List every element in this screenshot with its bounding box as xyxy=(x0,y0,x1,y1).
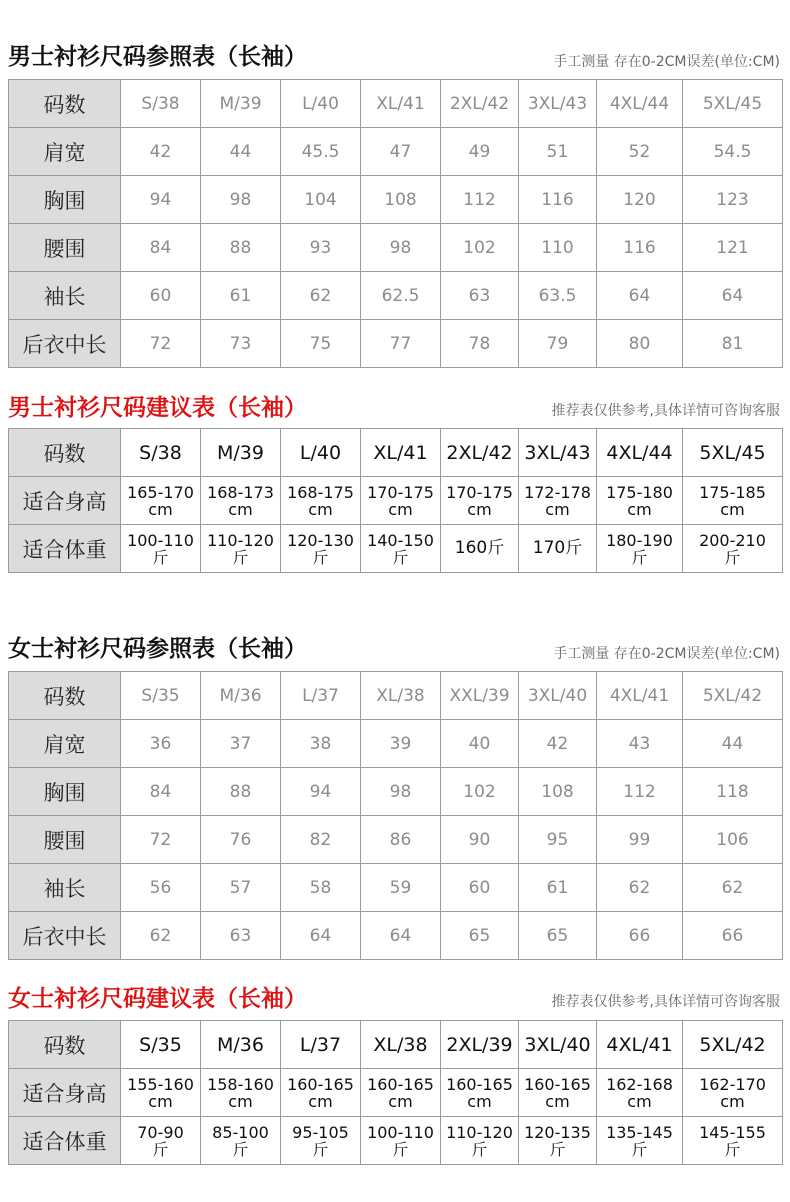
cell-unit: cm xyxy=(308,1091,333,1111)
row-label: 适合身高 xyxy=(9,1069,121,1117)
table-cell: 66 xyxy=(597,912,683,960)
cell-value: 100-110 xyxy=(127,530,194,550)
row-label: 胸围 xyxy=(9,176,121,224)
table-cell: 80 xyxy=(597,320,683,368)
mens-reference-title: 男士衬衫尺码参照表（长袖） xyxy=(8,44,307,70)
table-cell: 118 xyxy=(683,768,783,816)
table-cell: 64 xyxy=(281,912,361,960)
table-cell: 62.5 xyxy=(361,272,441,320)
cell-value: 170-175 xyxy=(446,482,513,502)
table-cell xyxy=(683,1117,783,1165)
mens-suggestion-title: 男士衬衫尺码建议表（长袖） xyxy=(8,395,307,421)
cell-value: 200-210 xyxy=(699,530,766,550)
table-row xyxy=(9,525,783,573)
cell-unit: 斤 xyxy=(232,547,249,567)
table-cell xyxy=(597,1069,683,1117)
table-cell xyxy=(441,1069,519,1117)
table-cell xyxy=(361,525,441,573)
size-cell: XL/41 xyxy=(361,429,441,477)
table-cell: 40 xyxy=(441,720,519,768)
table-cell xyxy=(201,525,281,573)
table-cell: 51 xyxy=(519,128,597,176)
size-cell: 2XL/42 xyxy=(441,80,519,128)
cell-value: 85-100 xyxy=(212,1122,269,1142)
row-label: 肩宽 xyxy=(9,720,121,768)
row-label: 码数 xyxy=(9,80,121,128)
table-cell: 59 xyxy=(361,864,441,912)
table-cell: 98 xyxy=(201,176,281,224)
womens-suggestion-note: 推荐表仅供参考,具体详情可咨询客服 xyxy=(551,994,780,1010)
cell-unit: 斤 xyxy=(232,1139,249,1159)
table-cell: 61 xyxy=(201,272,281,320)
table-cell: 37 xyxy=(201,720,281,768)
size-cell: L/40 xyxy=(281,429,361,477)
table-cell: 76 xyxy=(201,816,281,864)
cell-value: 160-165 xyxy=(446,1074,513,1094)
table-cell: 63 xyxy=(441,272,519,320)
table-cell: 106 xyxy=(683,816,783,864)
mens-suggestion-table xyxy=(8,428,783,573)
table-row xyxy=(9,320,783,368)
row-label: 肩宽 xyxy=(9,128,121,176)
cell-value: 175-180 xyxy=(606,482,673,502)
table-cell xyxy=(597,477,683,525)
table-cell xyxy=(361,1117,441,1165)
table-cell: 94 xyxy=(281,768,361,816)
cell-unit: cm xyxy=(467,1091,492,1111)
table-cell xyxy=(201,477,281,525)
mens-suggestion-note: 推荐表仅供参考,具体详情可咨询客服 xyxy=(551,403,780,419)
table-cell: 65 xyxy=(441,912,519,960)
cell-unit: cm xyxy=(720,1091,745,1111)
size-cell: XXL/39 xyxy=(441,672,519,720)
table-cell: 63.5 xyxy=(519,272,597,320)
cell-unit: cm xyxy=(627,1091,652,1111)
size-header-row xyxy=(9,429,783,477)
mens-reference-note: 手工测量 存在0-2CM误差(单位:CM) xyxy=(553,54,780,70)
table-row xyxy=(9,128,783,176)
row-label: 后衣中长 xyxy=(9,912,121,960)
size-cell: 5XL/42 xyxy=(683,1021,783,1069)
cell-unit: cm xyxy=(388,499,413,519)
table-cell: 98 xyxy=(361,768,441,816)
size-cell: S/35 xyxy=(121,1021,201,1069)
table-cell xyxy=(281,1069,361,1117)
cell-value: 162-168 xyxy=(606,1074,673,1094)
table-cell: 58 xyxy=(281,864,361,912)
size-cell: M/36 xyxy=(201,672,281,720)
table-cell: 88 xyxy=(201,224,281,272)
table-cell: 93 xyxy=(281,224,361,272)
table-cell xyxy=(441,477,519,525)
cell-value: 168-175 xyxy=(287,482,354,502)
table-cell: 56 xyxy=(121,864,201,912)
row-label: 码数 xyxy=(9,672,121,720)
size-header-row xyxy=(9,672,783,720)
size-cell: 4XL/41 xyxy=(597,1021,683,1069)
table-cell xyxy=(121,1069,201,1117)
table-cell: 57 xyxy=(201,864,281,912)
table-cell: 73 xyxy=(201,320,281,368)
size-cell: 3XL/43 xyxy=(519,429,597,477)
table-cell: 62 xyxy=(597,864,683,912)
cell-value: 158-160 xyxy=(207,1074,274,1094)
size-cell: 5XL/42 xyxy=(683,672,783,720)
row-label: 适合体重 xyxy=(9,525,121,573)
table-row xyxy=(9,816,783,864)
table-cell xyxy=(519,1069,597,1117)
size-cell: L/37 xyxy=(281,672,361,720)
table-cell xyxy=(683,525,783,573)
cell-value: 120-135 xyxy=(524,1122,591,1142)
table-cell: 42 xyxy=(519,720,597,768)
table-cell: 78 xyxy=(441,320,519,368)
table-cell: 60 xyxy=(121,272,201,320)
size-header-row xyxy=(9,80,783,128)
table-cell: 64 xyxy=(683,272,783,320)
table-cell xyxy=(201,1069,281,1117)
row-label: 后衣中长 xyxy=(9,320,121,368)
cell-unit: 斤 xyxy=(631,1139,648,1159)
cell-unit: cm xyxy=(720,499,745,519)
table-cell: 47 xyxy=(361,128,441,176)
table-row xyxy=(9,477,783,525)
size-cell: M/39 xyxy=(201,80,281,128)
table-row xyxy=(9,768,783,816)
cell-value: 100-110 xyxy=(367,1122,434,1142)
table-cell: 62 xyxy=(121,912,201,960)
table-cell: 75 xyxy=(281,320,361,368)
table-cell xyxy=(121,477,201,525)
size-cell: 4XL/44 xyxy=(597,429,683,477)
table-cell xyxy=(519,477,597,525)
table-cell: 39 xyxy=(361,720,441,768)
table-cell: 108 xyxy=(519,768,597,816)
size-cell: XL/41 xyxy=(361,80,441,128)
table-cell: 95 xyxy=(519,816,597,864)
cell-unit: 斤 xyxy=(549,1139,566,1159)
table-cell: 64 xyxy=(361,912,441,960)
size-cell: 2XL/39 xyxy=(441,1021,519,1069)
cell-unit: cm xyxy=(467,499,492,519)
table-cell: 61 xyxy=(519,864,597,912)
row-label: 腰围 xyxy=(9,224,121,272)
table-cell: 36 xyxy=(121,720,201,768)
table-cell xyxy=(121,525,201,573)
table-cell: 84 xyxy=(121,768,201,816)
size-cell: 3XL/40 xyxy=(519,672,597,720)
cell-value: 95-105 xyxy=(292,1122,349,1142)
table-cell xyxy=(281,525,361,573)
cell-value: 170斤 xyxy=(532,538,583,558)
cell-value: 110-120 xyxy=(446,1122,513,1142)
table-cell: 121 xyxy=(683,224,783,272)
table-cell: 63 xyxy=(201,912,281,960)
cell-unit: cm xyxy=(308,499,333,519)
cell-value: 175-185 xyxy=(699,482,766,502)
table-cell: 43 xyxy=(597,720,683,768)
cell-value: 160斤 xyxy=(454,538,505,558)
size-cell: 3XL/40 xyxy=(519,1021,597,1069)
womens-reference-table xyxy=(8,671,783,960)
table-cell: 116 xyxy=(597,224,683,272)
table-cell: 66 xyxy=(683,912,783,960)
table-cell: 79 xyxy=(519,320,597,368)
table-cell xyxy=(683,1069,783,1117)
table-cell: 52 xyxy=(597,128,683,176)
size-cell: L/37 xyxy=(281,1021,361,1069)
cell-unit: 斤 xyxy=(152,547,169,567)
cell-value: 160-165 xyxy=(524,1074,591,1094)
cell-value: 120-130 xyxy=(287,530,354,550)
cell-unit: cm xyxy=(228,1091,253,1111)
table-cell: 44 xyxy=(683,720,783,768)
cell-value: 172-178 xyxy=(524,482,591,502)
table-cell: 60 xyxy=(441,864,519,912)
table-cell: 120 xyxy=(597,176,683,224)
cell-unit: 斤 xyxy=(392,547,409,567)
table-cell: 88 xyxy=(201,768,281,816)
cell-value: 155-160 xyxy=(127,1074,194,1094)
table-row xyxy=(9,1069,783,1117)
table-row xyxy=(9,176,783,224)
size-cell: 3XL/43 xyxy=(519,80,597,128)
size-cell: 5XL/45 xyxy=(683,80,783,128)
cell-value: 180-190 xyxy=(606,530,673,550)
table-cell xyxy=(597,525,683,573)
cell-value: 135-145 xyxy=(606,1122,673,1142)
mens-reference-table xyxy=(8,79,783,368)
row-label: 适合体重 xyxy=(9,1117,121,1165)
womens-suggestion-title: 女士衬衫尺码建议表（长袖） xyxy=(8,986,307,1012)
row-label: 适合身高 xyxy=(9,477,121,525)
cell-value: 140-150 xyxy=(367,530,434,550)
cell-value: 110-120 xyxy=(207,530,274,550)
table-cell: 62 xyxy=(281,272,361,320)
row-label: 码数 xyxy=(9,429,121,477)
table-cell: 82 xyxy=(281,816,361,864)
table-cell: 102 xyxy=(441,224,519,272)
cell-unit: 斤 xyxy=(392,1139,409,1159)
cell-unit: 斤 xyxy=(724,1139,741,1159)
cell-value: 168-173 xyxy=(207,482,274,502)
table-cell: 108 xyxy=(361,176,441,224)
cell-unit: cm xyxy=(627,499,652,519)
table-cell: 86 xyxy=(361,816,441,864)
table-cell: 90 xyxy=(441,816,519,864)
row-label: 袖长 xyxy=(9,864,121,912)
table-cell xyxy=(519,525,597,573)
table-cell: 112 xyxy=(597,768,683,816)
table-cell: 54.5 xyxy=(683,128,783,176)
table-cell xyxy=(121,1117,201,1165)
size-cell: M/36 xyxy=(201,1021,281,1069)
cell-value: 170-175 xyxy=(367,482,434,502)
size-cell: S/38 xyxy=(121,429,201,477)
table-row xyxy=(9,912,783,960)
table-cell: 44 xyxy=(201,128,281,176)
table-cell: 104 xyxy=(281,176,361,224)
cell-value: 160-165 xyxy=(367,1074,434,1094)
size-cell: L/40 xyxy=(281,80,361,128)
womens-reference-note: 手工测量 存在0-2CM误差(单位:CM) xyxy=(553,646,780,662)
table-cell xyxy=(683,477,783,525)
table-cell: 112 xyxy=(441,176,519,224)
table-cell: 49 xyxy=(441,128,519,176)
table-cell xyxy=(597,1117,683,1165)
table-cell xyxy=(361,477,441,525)
cell-unit: cm xyxy=(148,1091,173,1111)
table-row xyxy=(9,864,783,912)
cell-value: 160-165 xyxy=(287,1074,354,1094)
table-cell: 72 xyxy=(121,320,201,368)
cell-unit: 斤 xyxy=(631,547,648,567)
cell-value: 145-155 xyxy=(699,1122,766,1142)
size-cell: 5XL/45 xyxy=(683,429,783,477)
table-cell: 65 xyxy=(519,912,597,960)
size-cell: S/35 xyxy=(121,672,201,720)
table-row xyxy=(9,720,783,768)
table-cell: 64 xyxy=(597,272,683,320)
cell-unit: cm xyxy=(148,499,173,519)
cell-unit: 斤 xyxy=(471,1139,488,1159)
table-cell: 42 xyxy=(121,128,201,176)
size-cell: 4XL/41 xyxy=(597,672,683,720)
table-row xyxy=(9,1117,783,1165)
table-cell xyxy=(281,477,361,525)
table-cell: 72 xyxy=(121,816,201,864)
table-row xyxy=(9,272,783,320)
table-cell: 81 xyxy=(683,320,783,368)
table-cell xyxy=(281,1117,361,1165)
row-label: 袖长 xyxy=(9,272,121,320)
size-cell: XL/38 xyxy=(361,672,441,720)
size-cell: XL/38 xyxy=(361,1021,441,1069)
cell-unit: cm xyxy=(545,1091,570,1111)
row-label: 腰围 xyxy=(9,816,121,864)
table-cell: 110 xyxy=(519,224,597,272)
cell-unit: 斤 xyxy=(312,1139,329,1159)
table-cell: 38 xyxy=(281,720,361,768)
cell-unit: 斤 xyxy=(312,547,329,567)
cell-value: 165-170 xyxy=(127,482,194,502)
womens-reference-title: 女士衬衫尺码参照表（长袖） xyxy=(8,636,307,662)
table-cell: 94 xyxy=(121,176,201,224)
table-cell xyxy=(519,1117,597,1165)
table-row xyxy=(9,224,783,272)
table-cell: 45.5 xyxy=(281,128,361,176)
table-cell xyxy=(441,1117,519,1165)
cell-unit: cm xyxy=(545,499,570,519)
table-cell: 99 xyxy=(597,816,683,864)
size-cell: M/39 xyxy=(201,429,281,477)
size-header-row xyxy=(9,1021,783,1069)
cell-value: 162-170 xyxy=(699,1074,766,1094)
table-cell xyxy=(201,1117,281,1165)
table-cell xyxy=(361,1069,441,1117)
table-cell: 62 xyxy=(683,864,783,912)
table-cell: 84 xyxy=(121,224,201,272)
table-cell: 77 xyxy=(361,320,441,368)
cell-unit: 斤 xyxy=(724,547,741,567)
size-cell: 4XL/44 xyxy=(597,80,683,128)
table-cell xyxy=(441,525,519,573)
size-cell: 2XL/42 xyxy=(441,429,519,477)
cell-unit: cm xyxy=(388,1091,413,1111)
womens-suggestion-table xyxy=(8,1020,783,1165)
table-cell: 98 xyxy=(361,224,441,272)
row-label: 码数 xyxy=(9,1021,121,1069)
row-label: 胸围 xyxy=(9,768,121,816)
table-cell: 123 xyxy=(683,176,783,224)
size-cell: S/38 xyxy=(121,80,201,128)
cell-unit: cm xyxy=(228,499,253,519)
table-cell: 102 xyxy=(441,768,519,816)
table-cell: 116 xyxy=(519,176,597,224)
cell-value: 70-90 xyxy=(137,1122,184,1142)
cell-unit: 斤 xyxy=(152,1139,169,1159)
